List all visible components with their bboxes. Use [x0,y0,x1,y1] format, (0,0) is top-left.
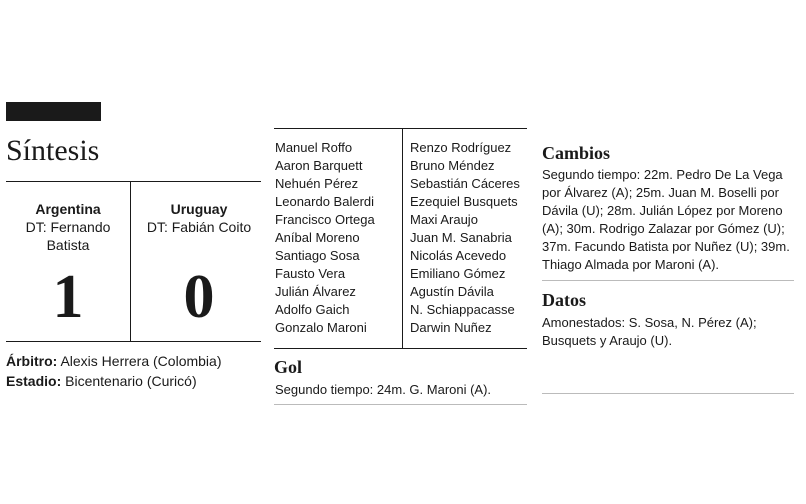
page-title: Síntesis [6,134,100,167]
stadium-line [6,371,222,391]
stadium-label: Estadio: [6,373,62,389]
home-team-coach: DT: Fernando Batista [25,219,111,253]
scoreboard-top-rule [6,181,261,182]
referee-value: Alexis Herrera (Colombia) [57,353,222,369]
lineup-player: Emiliano Gómez [410,266,506,281]
lineup-player: Fausto Vera [275,266,346,281]
home-team-block [6,200,130,254]
away-team-coach: DT: Fabián Coito [146,219,252,235]
referee-line [6,351,222,371]
lineup-player: Nehuén Pérez [275,176,359,191]
datos-bottom-rule [542,393,794,394]
lineup-player: Francisco Ortega [275,212,375,227]
referee-label: Árbitro: [6,353,58,369]
cambios-text: Segundo tiempo: 22m. Pedro De La Vega por Álvarez (A); 25m. Juan M. Boselli por Dávila (U); 28m. Julián López por Moreno (A); 30m. Rodrigo Zalazar por Gómez (U); 37m. Facundo Batista por Nuñez (U); 39m. Thiago Almada por Maroni (A). [542,167,790,272]
lineup-player: Agustín Dávila [410,284,494,299]
home-lineup [275,139,375,337]
lineup-bottom-rule [274,348,527,349]
lineup-player: Bruno Méndez [410,158,495,173]
gol-text: Segundo tiempo: 24m. G. Maroni (A). [275,382,492,397]
datos-heading: Datos [542,290,586,310]
lineup-player: Adolfo Gaich [275,302,350,317]
lineup-player: Santiago Sosa [275,248,360,263]
lineup-player: Aaron Barquett [275,158,363,173]
gol-heading: Gol [274,357,303,377]
lineup-player: Nicolás Acevedo [410,248,507,263]
lineup-top-rule [274,128,527,129]
home-score: 1 [52,263,84,331]
stadium-value: Bicentenario (Curicó) [61,373,197,389]
datos-text: Amonestados: S. Sosa, N. Pérez (A); Busquets y Araujo (U). [542,315,757,348]
title-bar-decoration [6,102,101,121]
lineup-player: Leonardo Balerdi [275,194,375,209]
cambios-bottom-rule [542,280,794,281]
lineup-player: Sebastián Cáceres [410,176,520,191]
away-score: 0 [183,263,215,331]
home-team-name: Argentina [35,201,101,217]
lineup-player: Gonzalo Maroni [275,320,367,335]
cambios-heading: Cambios [542,143,611,163]
scoreboard-divider [130,182,131,341]
lineup-player: Renzo Rodríguez [410,140,512,155]
scoreboard-bottom-rule [6,341,261,342]
away-team-name: Uruguay [170,201,228,217]
lineup-player: N. Schiappacasse [410,302,515,317]
away-team-block [137,200,261,236]
lineup-player: Juan M. Sanabria [410,230,512,245]
lineup-player: Ezequiel Busquets [410,194,518,209]
lineup-player: Aníbal Moreno [275,230,360,245]
officials-info [6,351,222,391]
lineup-player: Darwin Nuñez [410,320,492,335]
lineup-player: Maxi Araujo [410,212,478,227]
lineup-player: Julián Álvarez [275,284,356,299]
lineup-player: Manuel Roffo [275,140,353,155]
gol-bottom-rule [274,404,527,405]
away-lineup [410,139,520,337]
lineup-divider [402,129,403,348]
